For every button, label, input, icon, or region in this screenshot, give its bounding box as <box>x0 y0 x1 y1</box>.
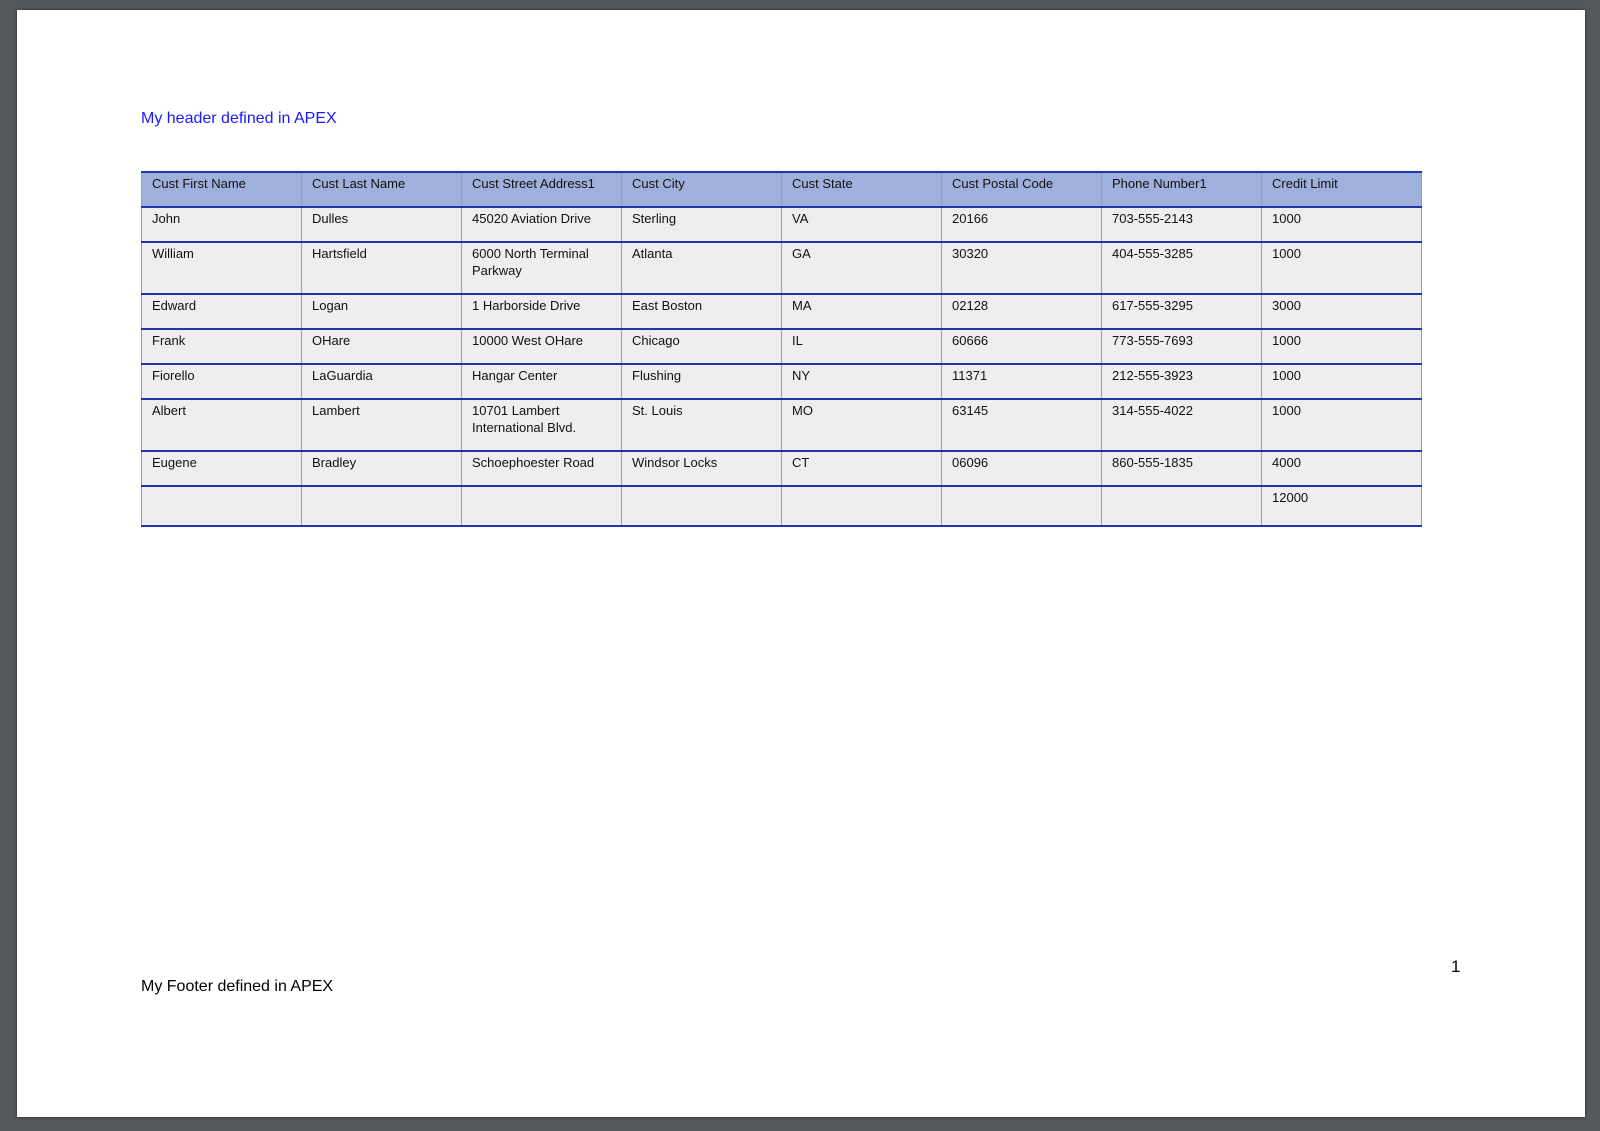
table-cell: 1000 <box>1262 329 1422 364</box>
table-cell: 860-555-1835 <box>1102 451 1262 486</box>
table-cell: Dulles <box>302 207 462 242</box>
total-row <box>142 486 1422 526</box>
table-cell: Chicago <box>622 329 782 364</box>
table-cell: GA <box>782 242 942 294</box>
table-cell: Fiorello <box>142 364 302 399</box>
column-header: Cust First Name <box>142 172 302 207</box>
table-cell: 1000 <box>1262 242 1422 294</box>
table-cell: John <box>142 207 302 242</box>
column-header: Credit Limit <box>1262 172 1422 207</box>
table-row <box>142 242 1422 294</box>
table-cell: Windsor Locks <box>622 451 782 486</box>
total-cell <box>142 486 302 526</box>
table-cell: Flushing <box>622 364 782 399</box>
page-footer: My Footer defined in APEX <box>141 978 334 995</box>
total-cell <box>782 486 942 526</box>
table-cell: Atlanta <box>622 242 782 294</box>
table-cell: 10000 West OHare <box>462 329 622 364</box>
column-header: Cust City <box>622 172 782 207</box>
table-cell: Hangar Center <box>462 364 622 399</box>
table-cell: MA <box>782 294 942 329</box>
table-cell: VA <box>782 207 942 242</box>
table-cell: 6000 North Terminal Parkway <box>462 242 622 294</box>
table-cell: OHare <box>302 329 462 364</box>
table-cell: Logan <box>302 294 462 329</box>
table-cell: Schoephoester Road <box>462 451 622 486</box>
table-cell: 3000 <box>1262 294 1422 329</box>
table-cell: 11371 <box>942 364 1102 399</box>
table-cell: 30320 <box>942 242 1102 294</box>
table-cell: Hartsfield <box>302 242 462 294</box>
table-cell: 1000 <box>1262 399 1422 451</box>
table-cell: IL <box>782 329 942 364</box>
table-row <box>142 399 1422 451</box>
page-number: 1 <box>1451 957 1461 976</box>
table-cell: 314-555-4022 <box>1102 399 1262 451</box>
column-header: Cust State <box>782 172 942 207</box>
total-cell <box>462 486 622 526</box>
table-cell: 1 Harborside Drive <box>462 294 622 329</box>
table-cell: 773-555-7693 <box>1102 329 1262 364</box>
table-cell: 4000 <box>1262 451 1422 486</box>
table-cell: 63145 <box>942 399 1102 451</box>
table-row <box>142 364 1422 399</box>
table-cell: 10701 Lambert International Blvd. <box>462 399 622 451</box>
table-cell: Frank <box>142 329 302 364</box>
table-row <box>142 207 1422 242</box>
table-cell: CT <box>782 451 942 486</box>
table-cell: NY <box>782 364 942 399</box>
table-cell: St. Louis <box>622 399 782 451</box>
column-header: Cust Last Name <box>302 172 462 207</box>
credit-limit-total: 12000 <box>1262 486 1422 526</box>
table-cell: Eugene <box>142 451 302 486</box>
table-cell: Sterling <box>622 207 782 242</box>
table-cell: 02128 <box>942 294 1102 329</box>
table-cell: 1000 <box>1262 207 1422 242</box>
table-header-row <box>142 172 1422 207</box>
table-cell: MO <box>782 399 942 451</box>
table-cell: Lambert <box>302 399 462 451</box>
table-cell: 703-555-2143 <box>1102 207 1262 242</box>
column-header: Phone Number1 <box>1102 172 1262 207</box>
table-cell: LaGuardia <box>302 364 462 399</box>
document-page <box>17 10 1585 1117</box>
page-header: My header defined in APEX <box>141 110 337 127</box>
table-row <box>142 294 1422 329</box>
report-table <box>141 171 1422 527</box>
table-cell: 45020 Aviation Drive <box>462 207 622 242</box>
table-cell: 617-555-3295 <box>1102 294 1262 329</box>
table-cell: William <box>142 242 302 294</box>
table-row <box>142 451 1422 486</box>
table-cell: 20166 <box>942 207 1102 242</box>
total-cell <box>622 486 782 526</box>
table-cell: Edward <box>142 294 302 329</box>
table-cell: 1000 <box>1262 364 1422 399</box>
column-header: Cust Street Address1 <box>462 172 622 207</box>
table-cell: Albert <box>142 399 302 451</box>
total-cell <box>942 486 1102 526</box>
table-cell: Bradley <box>302 451 462 486</box>
table-cell: 404-555-3285 <box>1102 242 1262 294</box>
total-cell <box>1102 486 1262 526</box>
table-cell: 06096 <box>942 451 1102 486</box>
table-cell: 60666 <box>942 329 1102 364</box>
column-header: Cust Postal Code <box>942 172 1102 207</box>
table-cell: East Boston <box>622 294 782 329</box>
total-cell <box>302 486 462 526</box>
table-cell: 212-555-3923 <box>1102 364 1262 399</box>
table-row <box>142 329 1422 364</box>
